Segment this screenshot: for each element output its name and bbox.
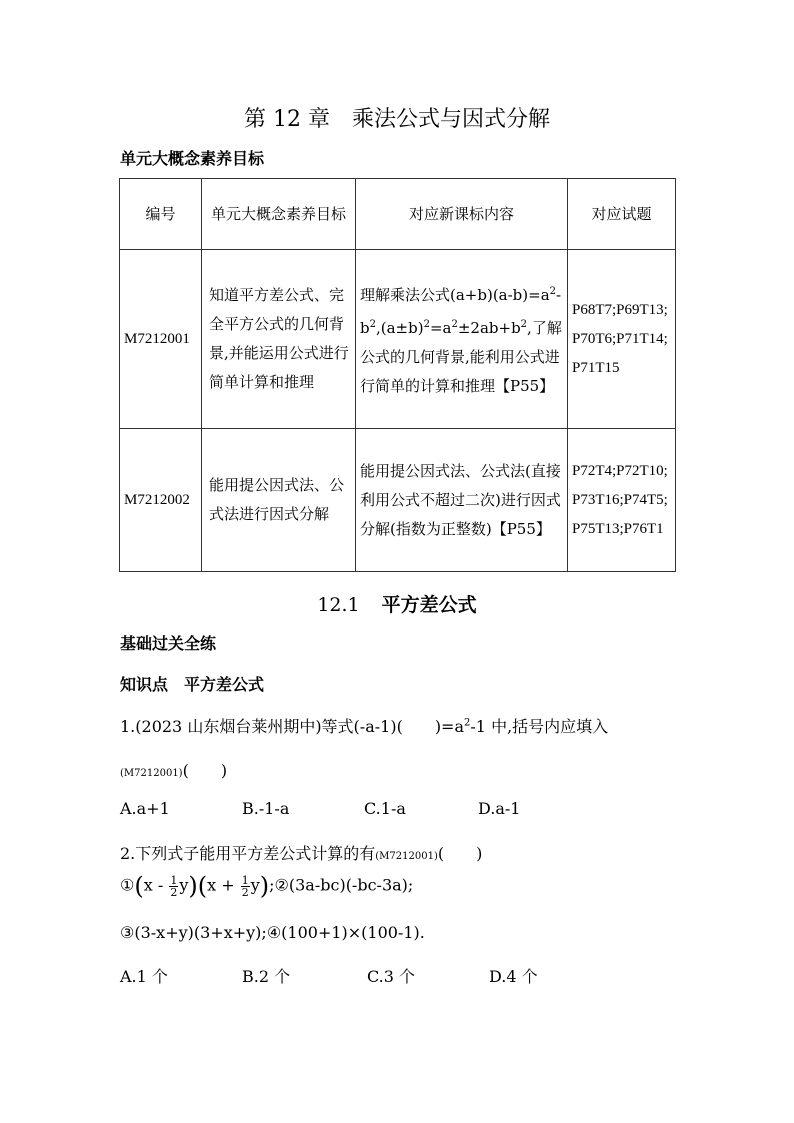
header-code: 编号	[120, 179, 202, 250]
question-text: 1.(2023 山东烟台莱州期中)等式(-a-1)( )=a	[120, 717, 465, 736]
option-a: A.a+1	[120, 799, 170, 818]
question-text: -1 中,括号内应填入	[470, 717, 609, 736]
math-term: y	[179, 875, 189, 895]
superscript: 2	[549, 286, 557, 297]
superscript: 2	[423, 319, 430, 330]
option-a: A.1 个	[120, 967, 168, 986]
goals-table	[119, 178, 676, 572]
question-2-formula-line-1: ①(x - $\frac{1}{2}$ y)(x + $\frac{1}{2}$ y);②(3a-bc)(-bc-3a);	[120, 872, 414, 900]
row-goal: 知道平方差公式、完全平方公式的几何背景,并能运用公式进行简单计算和推理	[202, 250, 356, 429]
row-code: M7212001	[120, 250, 202, 429]
question-code: (M7212001)	[375, 851, 438, 862]
superscript: 2	[520, 319, 528, 330]
option-b: B.-1-a	[242, 799, 290, 818]
unit-goals-heading: 单元大概念素养目标	[120, 149, 265, 168]
table-header-row	[120, 179, 676, 250]
question-1-code-line	[120, 758, 227, 781]
content-part: 理解乘法公式(a+b)(a-b)=a	[360, 286, 550, 304]
option-d: D.a-1	[478, 799, 521, 818]
header-tests: 对应试题	[568, 179, 676, 250]
section-title	[0, 590, 794, 617]
content-part: ±2ab+b	[457, 319, 521, 337]
circle-number: ①	[120, 875, 135, 895]
content-part: ,了解公式的几何背景,能利用公式进行简单的计算和推理【P55】	[360, 319, 562, 395]
header-goal: 单元大概念素养目标	[202, 179, 356, 250]
question-2-options	[120, 964, 538, 987]
chapter-title: 第 12 章 乘法公式与因式分解	[244, 107, 550, 132]
option-c: C.3 个	[367, 967, 416, 986]
table-row	[120, 250, 676, 429]
table-row	[120, 429, 676, 572]
answer-blank: ( )	[437, 844, 483, 863]
option-d: D.4 个	[489, 967, 538, 986]
fraction	[241, 875, 250, 898]
row-tests: P72T4;P72T10;P73T16;P74T5;P75T13;P76T1	[568, 429, 676, 572]
option-b: B.2 个	[242, 967, 291, 986]
row-content	[356, 250, 568, 429]
superscript: 2	[451, 319, 458, 330]
superscript: 2	[369, 319, 376, 330]
math-term: y	[250, 875, 260, 895]
answer-blank: ( )	[182, 761, 228, 780]
row-code: M7212002	[120, 429, 202, 572]
header-content: 对应新课标内容	[356, 179, 568, 250]
fraction-denominator: 2	[170, 885, 178, 899]
option-c: C.1-a	[364, 799, 406, 818]
question-1	[120, 714, 608, 737]
fraction	[169, 875, 178, 898]
fraction-numerator: 1	[241, 873, 249, 887]
fraction-denominator: 2	[241, 885, 249, 899]
content-part: -b	[360, 286, 562, 337]
question-1-options	[120, 799, 520, 818]
fraction-numerator: 1	[170, 873, 178, 887]
content-part: =a	[429, 319, 452, 337]
superscript: 2	[464, 717, 471, 729]
practice-heading: 基础过关全练	[120, 634, 217, 653]
question-2	[120, 841, 482, 864]
knowledge-heading: 知识点 平方差公式	[120, 675, 265, 694]
question-2-formula-line-2: ③(3-x+y)(3+x+y);④(100+1)×(100-1).	[120, 923, 425, 942]
math-term: ;②(3a-bc)(-bc-3a);	[269, 875, 414, 895]
math-term: x +	[207, 875, 240, 895]
content-part: ,(a±b)	[375, 319, 424, 337]
row-tests: P68T7;P69T13;P70T6;P71T14;P71T15	[568, 250, 676, 429]
row-content: 能用提公因式法、公式法(直接利用公式不超过二次)进行因式分解(指数为正整数)【P55】	[356, 429, 568, 572]
section-name: 平方差公式	[381, 594, 477, 616]
question-code: (M7212001)	[120, 768, 183, 779]
question-text: 2.下列式子能用平方差公式计算的有	[120, 844, 376, 863]
math-term: x -	[143, 875, 169, 895]
section-number: 12.1	[317, 594, 360, 616]
row-goal: 能用提公因式法、公式法进行因式分解	[202, 429, 356, 572]
